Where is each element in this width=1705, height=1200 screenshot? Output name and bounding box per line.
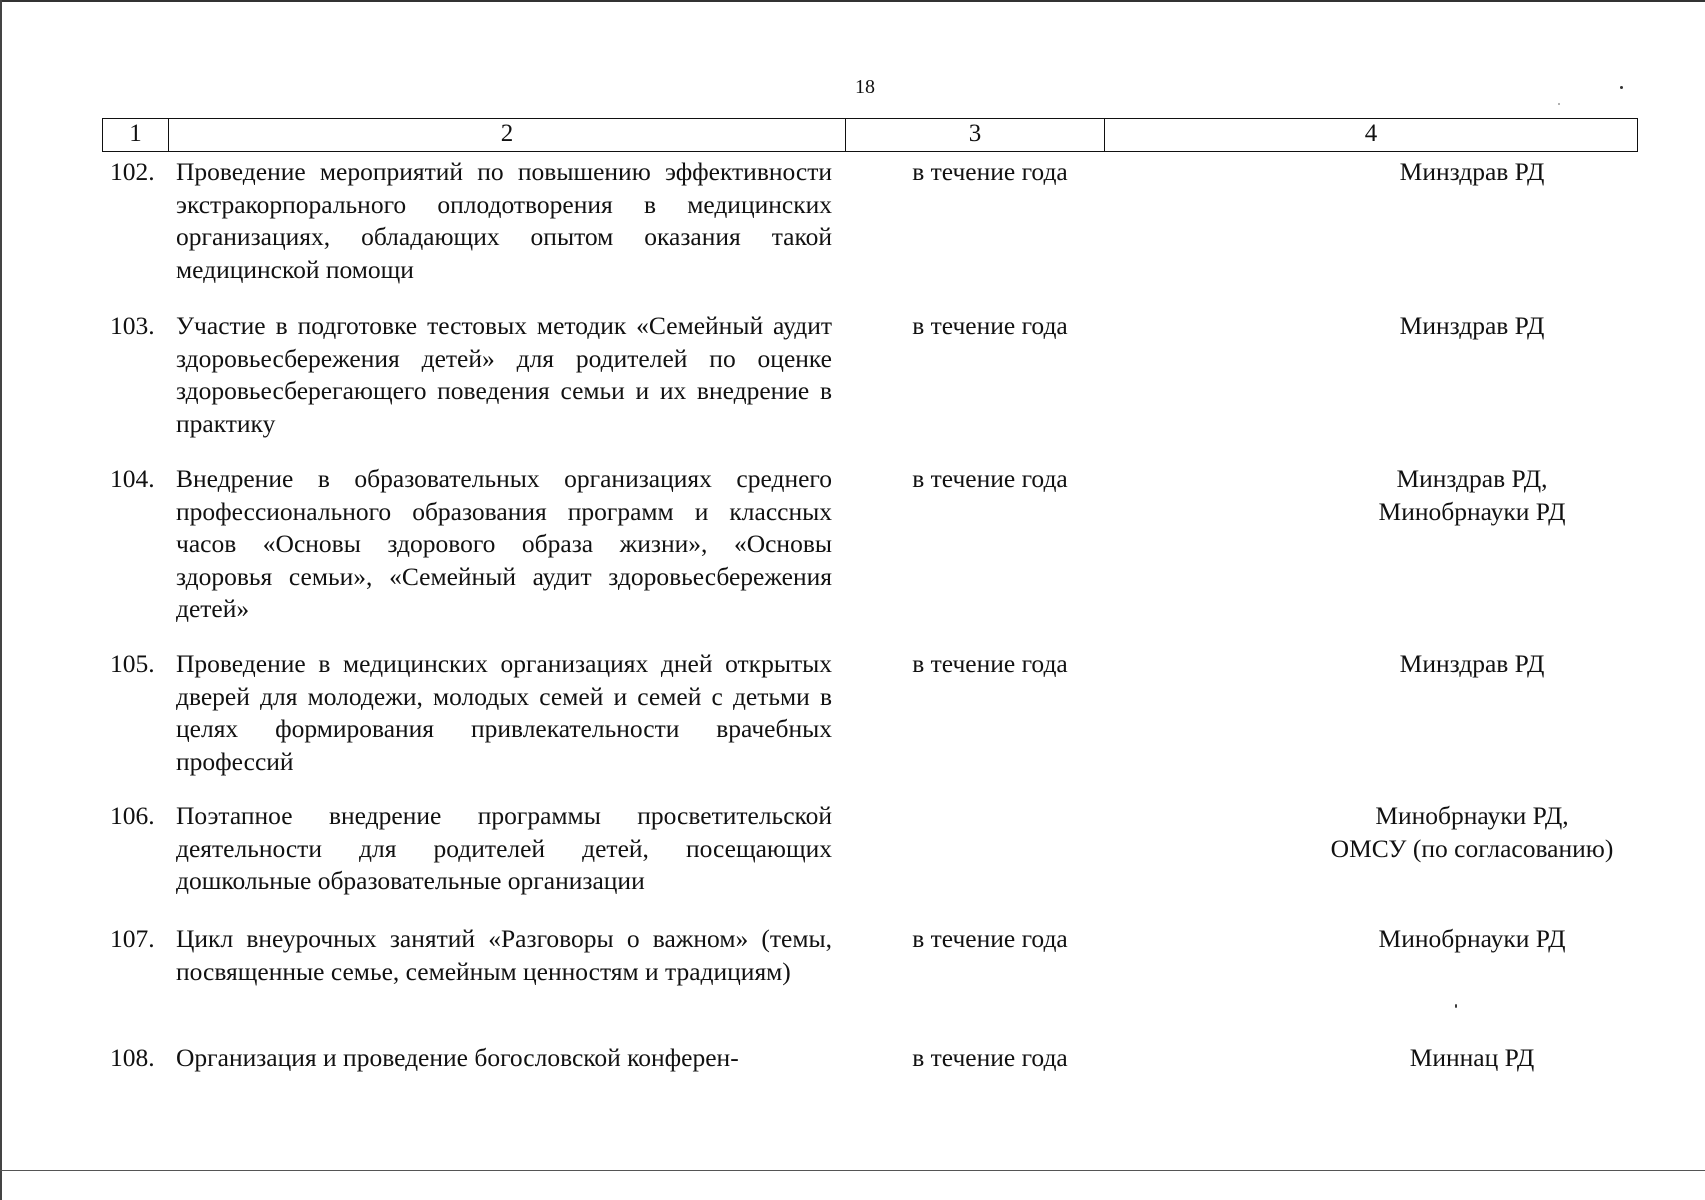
row-executor: Минздрав РД, Минобрнауки РД <box>1378 464 1566 526</box>
row-number: 106. <box>110 801 155 830</box>
table-header-cell-1: 1 <box>103 119 169 151</box>
row-description: Цикл внеурочных занятий «Разговоры о важном» (темы, посвященные семье, семейным ценностям и традициям) <box>176 924 832 986</box>
scan-top-border <box>0 0 1705 2</box>
row-description: Проведение в медицинских организациях дней открытых дверей для молодежи, молодых семей и семей с детьми в целях формирования привлекательности врачебных профессий <box>176 649 832 776</box>
row-executor: Минобрнауки РД <box>1378 924 1566 953</box>
row-number: 103. <box>110 311 155 340</box>
row-number: 104. <box>110 464 155 493</box>
row-executor: Минздрав РД <box>1399 649 1545 678</box>
scan-left-border <box>0 0 2 1200</box>
row-deadline: в течение года <box>912 311 1068 340</box>
table-header-row <box>102 118 1638 152</box>
row-deadline: в течение года <box>912 157 1068 186</box>
row-description: Проведение мероприятий по повышению эффективности экстракорпорального оплодотворения в медицинских организациях, обладающих опытом оказания такой медицинской помощи <box>176 157 832 284</box>
row-number: 105. <box>110 649 155 678</box>
table-header-cell-3: 3 <box>846 119 1105 151</box>
row-description: Организация и проведение богословской конферен- <box>176 1043 739 1072</box>
row-number: 102. <box>110 157 155 186</box>
row-number: 107. <box>110 924 155 953</box>
scan-speck <box>1620 86 1623 89</box>
row-executor: Минздрав РД <box>1399 157 1545 186</box>
row-deadline: в течение года <box>912 649 1068 678</box>
scan-speck <box>1455 1004 1457 1008</box>
table-header-cell-4: 4 <box>1364 120 1378 147</box>
row-executor: Минобрнауки РД, ОМСУ (по согласованию) <box>1330 801 1614 863</box>
table-header-cell-2: 2 <box>169 119 846 151</box>
row-description: Поэтапное внедрение программы просветительской деятельности для родителей детей, посещающих дошкольные образовательные организации <box>176 801 832 895</box>
row-description: Внедрение в образовательных организациях среднего профессионального образования программ и классных часов «Основы здорового образа жизни», «Основы здоровья семьи», «Семейный аудит здоровьесбережения детей» <box>176 464 832 623</box>
row-description: Участие в подготовке тестовых методик «Семейный аудит здоровьесбережения детей» для родителей по оценке здоровьесберегающего поведения семьи и их внедрение в практику <box>176 311 832 438</box>
row-deadline: в течение года <box>912 924 1068 953</box>
row-deadline: в течение года <box>912 1043 1068 1072</box>
row-executor: Минздрав РД <box>1399 311 1545 340</box>
scan-speck <box>1558 103 1560 105</box>
row-executor: Миннац РД <box>1409 1043 1535 1072</box>
row-number: 108. <box>110 1043 155 1072</box>
scan-bottom-line <box>0 1170 1705 1171</box>
page-number: 18 <box>855 76 875 98</box>
row-deadline: в течение года <box>912 464 1068 493</box>
